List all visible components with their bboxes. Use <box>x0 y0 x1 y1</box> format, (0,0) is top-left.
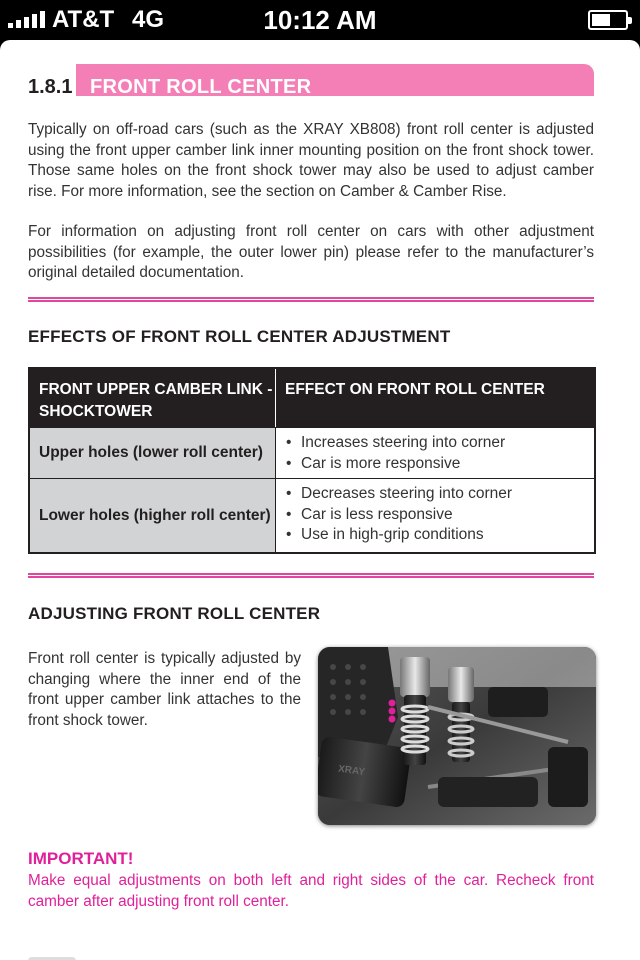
effects-table <box>28 367 596 554</box>
section-title: FRONT ROLL CENTER <box>90 77 312 96</box>
important-text: Make equal adjustments on both left and right sides of the car. Recheck front camber after adjusting front roll center. <box>28 872 594 910</box>
effect-list <box>276 428 594 474</box>
table-row <box>30 428 594 479</box>
section-divider <box>28 573 594 578</box>
table-header-cell: FRONT UPPER CAMBER LINK - SHOCKTOWER <box>30 369 276 427</box>
carrier-name: AT&T <box>52 6 115 33</box>
document-page[interactable] <box>0 40 640 960</box>
status-bar <box>0 0 640 40</box>
adjusting-text: Front roll center is typically adjusted by changing where the inner end of the front upper camber link attaches to the front shock tower. <box>28 650 301 729</box>
section-header <box>28 64 594 96</box>
important-title: IMPORTANT! <box>28 849 134 868</box>
status-time: 10:12 AM <box>263 5 377 35</box>
table-header-row <box>30 369 594 428</box>
row-label: Upper holes (lower roll center) <box>30 428 276 478</box>
row-label: Lower holes (higher roll center) <box>30 479 276 552</box>
intro-paragraph-2: For information on adjusting front roll center on cars with other adjustment possibilities (for example, the outer lower pin) please refer to the manufacturer’s original detailed documentation. <box>28 223 594 281</box>
section-number: 1.8.1 <box>28 64 76 96</box>
list-item: • Increases steering into corner <box>286 433 594 454</box>
table-header-cell: EFFECT ON FRONT ROLL CENTER <box>285 381 545 398</box>
shock-tower-photo <box>318 647 596 825</box>
list-item: • Use in high-grip conditions <box>286 525 594 546</box>
battery-icon <box>588 10 628 30</box>
adjusting-heading: ADJUSTING FRONT ROLL CENTER <box>28 604 321 623</box>
list-item: • Car is less responsive <box>286 505 594 526</box>
list-item: • Decreases steering into corner <box>286 484 594 505</box>
table-row <box>30 479 594 552</box>
intro-paragraph-1: Typically on off-road cars (such as the XRAY XB808) front roll center is adjusted using the front upper camber link inner mounting position on the front shock tower. Those same holes on the front shock tower may also be used to adjust camber rise. For more information, see the section on Camber & Camber Rise. <box>28 121 594 200</box>
network-type: 4G <box>132 6 165 33</box>
section-divider <box>28 297 594 302</box>
list-item: • Car is more responsive <box>286 454 594 475</box>
effects-heading: EFFECTS OF FRONT ROLL CENTER ADJUSTMENT <box>28 327 451 346</box>
effect-list <box>276 479 594 546</box>
photo-brand-label: XRAY <box>337 763 366 779</box>
